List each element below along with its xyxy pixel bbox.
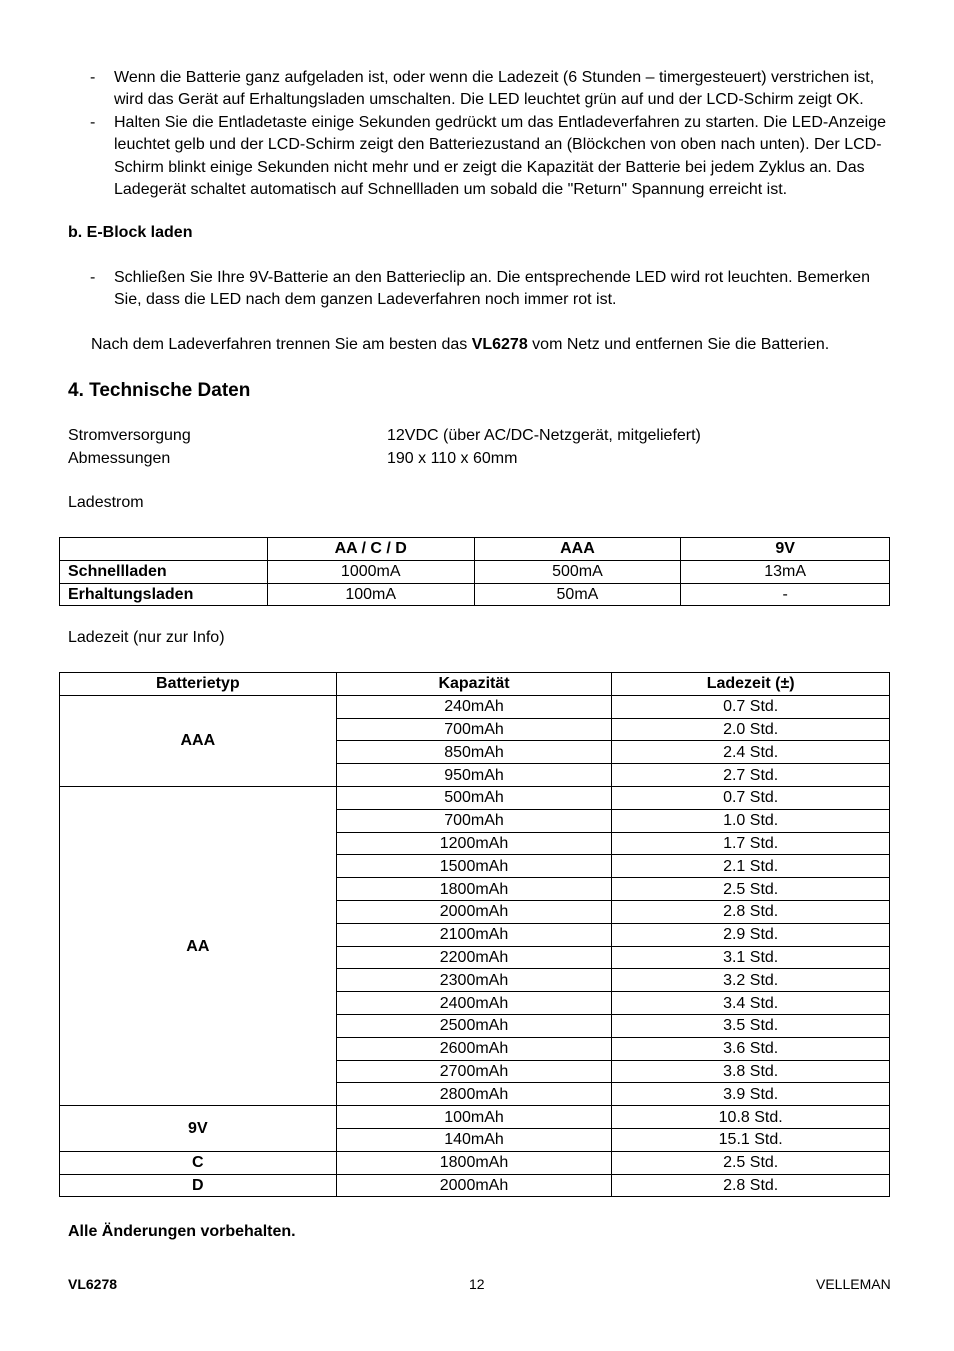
table-row	[60, 695, 890, 718]
charge-time-cell: 1.7 Std.	[612, 832, 890, 855]
capacity-cell: 2500mAh	[336, 1014, 612, 1037]
table-row	[60, 1106, 890, 1129]
table-header-row	[60, 538, 890, 561]
bullet-dash: -	[90, 114, 96, 131]
capacity-cell: 140mAh	[336, 1128, 612, 1151]
charge-time-cell: 3.1 Std.	[612, 946, 890, 969]
table-header-row	[60, 673, 890, 696]
battery-type-cell: AA	[60, 786, 337, 1105]
capacity-cell: 2600mAh	[336, 1037, 612, 1060]
table-row	[60, 583, 890, 606]
capacity-cell: 2000mAh	[336, 900, 612, 923]
charge-time-cell: 3.6 Std.	[612, 1037, 890, 1060]
table-header-cell: AA / C / D	[267, 538, 474, 561]
spec-label: Abmessungen	[68, 450, 171, 467]
charge-time-cell: 3.2 Std.	[612, 969, 890, 992]
table-cell: 1000mA	[267, 560, 474, 583]
table-header-cell: Batterietyp	[60, 673, 337, 696]
disclaimer: Alle Änderungen vorbehalten.	[68, 1223, 296, 1240]
model-number: VL6278	[471, 336, 528, 353]
charge-time-cell: 0.7 Std.	[612, 695, 890, 718]
page-number: 12	[469, 1276, 485, 1292]
table-header-cell	[60, 538, 268, 561]
charge-time-cell: 2.5 Std.	[612, 1151, 890, 1174]
bullet-item	[90, 67, 890, 112]
charge-time-cell: 3.4 Std.	[612, 992, 890, 1015]
table-row	[60, 786, 890, 809]
capacity-cell: 2400mAh	[336, 992, 612, 1015]
footer-model: VL6278	[68, 1276, 118, 1292]
table-row	[60, 560, 890, 583]
bullet-dash: -	[90, 69, 96, 86]
spec-value: 12VDC (über AC/DC-Netzgerät, mitgeliefert)	[387, 427, 701, 444]
row-label: Erhaltungsladen	[60, 583, 268, 606]
battery-type-cell: 9V	[60, 1106, 337, 1152]
charging-note-post: vom Netz und entfernen Sie die Batterien.	[527, 336, 830, 353]
capacity-cell: 700mAh	[336, 809, 612, 832]
capacity-cell: 850mAh	[336, 741, 612, 764]
capacity-cell: 700mAh	[336, 718, 612, 741]
charge-time-cell: 3.9 Std.	[612, 1083, 890, 1106]
capacity-cell: 1200mAh	[336, 832, 612, 855]
capacity-cell: 240mAh	[336, 695, 612, 718]
charge-time-cell: 1.0 Std.	[612, 809, 890, 832]
table-row	[60, 1151, 890, 1174]
charge-time-cell: 2.7 Std.	[612, 764, 890, 787]
charge-time-cell: 2.4 Std.	[612, 741, 890, 764]
table-cell: 50mA	[474, 583, 681, 606]
charge-time-cell: 0.7 Std.	[612, 786, 890, 809]
table-row	[60, 1174, 890, 1197]
bullet-text: Wenn die Batterie ganz aufgeladen ist, oder wenn die Ladezeit (6 Stunden – timergesteuert) verstrichen ist, wird das Gerät auf Erhaltungsladen umschalten. Die LED leuchtet grün auf und der LCD-Schirm zeigt OK.	[114, 69, 875, 109]
charge-time-cell: 2.8 Std.	[612, 900, 890, 923]
charge-time-cell: 3.5 Std.	[612, 1014, 890, 1037]
charge-time-cell: 2.9 Std.	[612, 923, 890, 946]
section-b-heading: b. E-Block laden	[68, 224, 193, 241]
capacity-cell: 2200mAh	[336, 946, 612, 969]
section-4-heading: 4. Technische Daten	[68, 380, 251, 401]
ladezeit-label: Ladezeit (nur zur Info)	[68, 629, 225, 646]
ladestrom-label: Ladestrom	[68, 494, 144, 511]
table-header-cell: Ladezeit (±)	[612, 673, 890, 696]
table-cell: -	[681, 583, 890, 606]
charge-time-cell: 2.5 Std.	[612, 878, 890, 901]
footer-brand: VELLEMAN	[816, 1276, 891, 1292]
spec-label: Stromversorgung	[68, 427, 191, 444]
bullet-item	[90, 267, 890, 312]
charge-time-cell: 15.1 Std.	[612, 1128, 890, 1151]
capacity-cell: 2800mAh	[336, 1083, 612, 1106]
capacity-cell: 2300mAh	[336, 969, 612, 992]
battery-type-cell: D	[60, 1174, 337, 1197]
capacity-cell: 1500mAh	[336, 855, 612, 878]
table-header-cell: AAA	[474, 538, 681, 561]
charge-time-table	[59, 672, 890, 1197]
table-header-cell: 9V	[681, 538, 890, 561]
charging-note	[91, 336, 829, 354]
bullet-text: Halten Sie die Entladetaste einige Sekunden gedrückt um das Entladeverfahren zu starten. Die LED-Anzeige leuchtet gelb und der LCD-Schirm zeigt den Batteriezustand an (Blöckchen von oben nach unten). Der LCD-Schirm blinkt einige Sekunden nicht mehr und er zeigt die Kapazität der Batterie bei jedem Zyklus an. Das Ladegerät schaltet automatisch auf Schnellladen um sobald die "Return" Spannung erreicht ist.	[114, 114, 887, 198]
row-label: Schnellladen	[60, 560, 268, 583]
bullet-dash: -	[90, 269, 96, 286]
capacity-cell: 500mAh	[336, 786, 612, 809]
charge-time-cell: 2.1 Std.	[612, 855, 890, 878]
bullet-item	[90, 112, 890, 201]
battery-type-cell: AAA	[60, 695, 337, 786]
capacity-cell: 2700mAh	[336, 1060, 612, 1083]
charge-time-cell: 2.8 Std.	[612, 1174, 890, 1197]
charging-note-pre: Nach dem Ladeverfahren trennen Sie am besten das	[91, 336, 472, 353]
table-cell: 100mA	[267, 583, 474, 606]
charge-time-cell: 10.8 Std.	[612, 1106, 890, 1129]
charge-time-cell: 3.8 Std.	[612, 1060, 890, 1083]
capacity-cell: 950mAh	[336, 764, 612, 787]
capacity-cell: 100mAh	[336, 1106, 612, 1129]
battery-type-cell: C	[60, 1151, 337, 1174]
capacity-cell: 1800mAh	[336, 878, 612, 901]
table-header-cell: Kapazität	[336, 673, 612, 696]
charge-time-cell: 2.0 Std.	[612, 718, 890, 741]
capacity-cell: 1800mAh	[336, 1151, 612, 1174]
spec-value: 190 x 110 x 60mm	[387, 450, 518, 467]
capacity-cell: 2000mAh	[336, 1174, 612, 1197]
bullet-text: Schließen Sie Ihre 9V-Batterie an den Batterieclip an. Die entsprechende LED wird rot leuchten. Bemerken Sie, dass die LED nach dem ganzen Ladeverfahren noch immer rot ist.	[114, 269, 870, 309]
table-cell: 500mA	[474, 560, 681, 583]
capacity-cell: 2100mAh	[336, 923, 612, 946]
table-cell: 13mA	[681, 560, 890, 583]
charge-current-table	[59, 537, 890, 606]
